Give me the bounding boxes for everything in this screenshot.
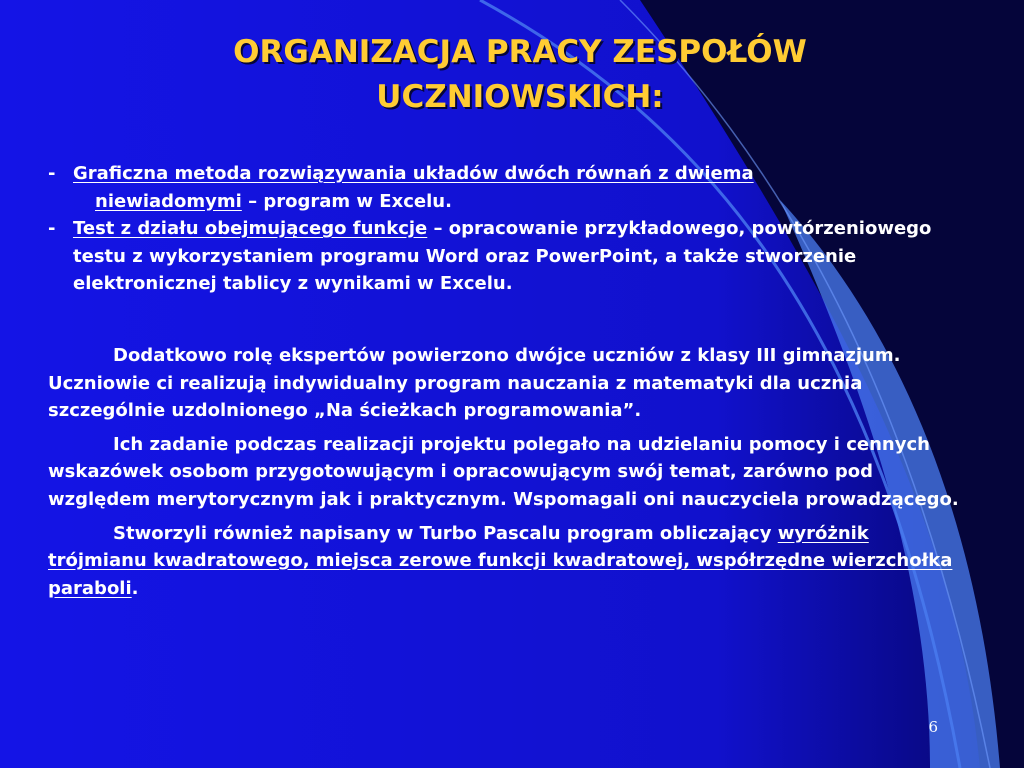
page-number: 6 <box>928 718 938 736</box>
link-niewiadomymi[interactable]: niewiadomymi <box>95 190 242 212</box>
bullet-item-1 <box>48 160 973 215</box>
bullet-text: – program w Excelu. <box>241 190 452 212</box>
title-line-1: ORGANIZACJA PRACY ZESPOŁÓW <box>233 34 807 70</box>
paragraph-task: Ich zadanie podczas realizacji projektu polegało na udzielaniu pomocy i cennych wskazówek osobom przygotowującym i opracowującym swój temat, zarówno pod względem merytorycznym jak i praktycznym. Wspomagali oni nauczyciela prowadzącego. <box>48 433 959 510</box>
slide-content <box>48 160 973 602</box>
bullet-text: – opracowanie przykładowego, powtórzeniowego testu z wykorzystaniem programu Word oraz PowerPoint, a także stworzenie elektronicznej tablicy z wynikami w Excelu. <box>73 218 932 295</box>
paragraph-experts: Dodatkowo rolę ekspertów powierzono dwójce uczniów z klasy III gimnazjum. Uczniowie ci realizują indywidualny program nauczania z matematyki dla ucznia szczególnie uzdolnionego „Na ścieżkach programowania”. <box>48 344 901 422</box>
link-graficzna-metoda[interactable]: Graficzna metoda rozwiązywania układów dwóch równań z dwiema <box>73 163 754 184</box>
link-wyroznik-trojmianu[interactable]: wyróżnik trójmianu kwadratowego, miejsca zerowe funkcji kwadratowej, współrzędne wierzchołka paraboli <box>48 522 953 599</box>
paragraph-program <box>48 520 973 603</box>
bullet-dash: - <box>48 218 56 240</box>
link-test-z-dzialu[interactable]: Test z działu obejmującego funkcje <box>73 218 428 240</box>
spacer <box>48 298 973 336</box>
paragraph-program-end: . <box>131 577 139 599</box>
bullet-dash: - <box>48 163 56 184</box>
slide-title <box>140 30 900 120</box>
paragraph-program-text: Stworzyli również napisany w Turbo Pascalu program obliczający <box>113 522 778 544</box>
title-line-2: UCZNIOWSKICH: <box>376 79 664 115</box>
bullet-item-2 <box>48 215 973 298</box>
